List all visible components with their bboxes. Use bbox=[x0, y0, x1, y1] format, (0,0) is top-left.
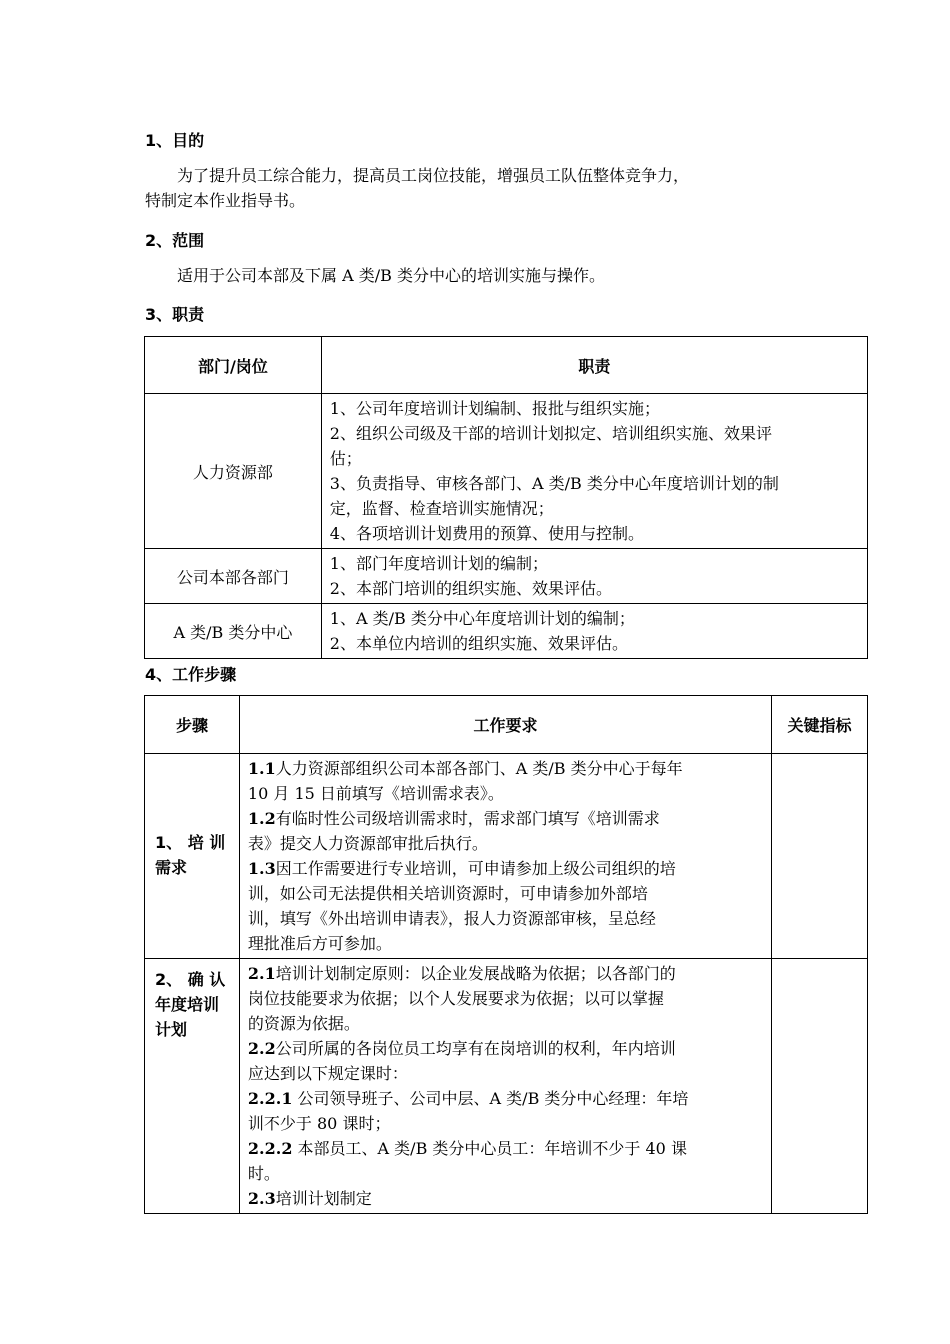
step-label-line: 年度培训 bbox=[155, 995, 220, 1014]
requirement-line: 1.2有临时性公司级培训需求时，需求部门填写《培训需求 bbox=[247, 809, 660, 828]
duties-cell bbox=[321, 394, 867, 549]
table-row bbox=[145, 959, 868, 1214]
requirement-line: 表》提交人力资源部审批后执行。 bbox=[247, 834, 488, 853]
header-step: 步骤 bbox=[145, 696, 240, 754]
step-label-line: 需求 bbox=[155, 858, 188, 877]
header-dept: 部门/岗位 bbox=[145, 337, 322, 394]
requirement-line: 2.2.2 本部员工、A 类/B 类分中心员工：年培训不少于 40 课 bbox=[247, 1139, 687, 1158]
purpose-paragraph bbox=[145, 163, 815, 188]
steps-table-header bbox=[145, 696, 868, 754]
duty-line: 3、负责指导、审核各部门、A 类/B 类分中心年度培训计划的制 bbox=[329, 474, 779, 493]
table-row bbox=[145, 604, 868, 659]
requirements-cell bbox=[239, 754, 771, 959]
duty-line: 1、公司年度培训计划编制、报批与组织实施； bbox=[329, 399, 660, 418]
requirement-line: 训，填写《外出培训申请表》，报人力资源部审核，呈总经 bbox=[247, 909, 656, 928]
requirement-line: 应达到以下规定课时： bbox=[247, 1064, 408, 1083]
duty-line: 1、部门年度培训计划的编制； bbox=[329, 554, 548, 573]
requirement-line: 时。 bbox=[247, 1164, 280, 1183]
dept-cell: 公司本部各部门 bbox=[145, 549, 322, 604]
duties-cell bbox=[321, 549, 867, 604]
requirement-line: 2.2公司所属的各岗位员工均享有在岗培训的权利，年内培训 bbox=[247, 1039, 676, 1058]
duties-cell bbox=[321, 604, 867, 659]
dept-cell: A 类/B 类分中心 bbox=[145, 604, 322, 659]
duty-line: 2、组织公司级及干部的培训计划拟定、培训组织实施、效果评 bbox=[329, 424, 772, 443]
steps-table bbox=[144, 695, 868, 1214]
scope-text: 适用于公司本部及下属 A 类/B 类分中心的培训实施与操作。 bbox=[177, 266, 605, 285]
requirement-line: 理批准后方可参加。 bbox=[247, 934, 392, 953]
duties-table-header bbox=[145, 337, 868, 394]
table-row bbox=[145, 754, 868, 959]
step-label-line: 计划 bbox=[155, 1020, 188, 1039]
requirement-line: 10 月 15 日前填写《培训需求表》。 bbox=[247, 784, 504, 803]
requirement-line: 的资源为依据。 bbox=[247, 1014, 360, 1033]
section-heading-duties: 3、职责 bbox=[145, 305, 205, 324]
purpose-text: 为了提升员工综合能力，提高员工岗位技能，增强员工队伍整体竞争力， bbox=[177, 166, 690, 185]
duty-line: 1、A 类/B 类分中心年度培训计划的编制； bbox=[329, 609, 635, 628]
requirement-line: 2.1培训计划制定原则：以企业发展战略为依据；以各部门的 bbox=[247, 964, 676, 983]
header-requirements: 工作要求 bbox=[239, 696, 771, 754]
step-cell bbox=[145, 959, 240, 1214]
requirement-line: 岗位技能要求为依据；以个人发展要求为依据；以可以掌握 bbox=[247, 989, 664, 1008]
purpose-text-cont: 特制定本作业指导书。 bbox=[145, 191, 306, 210]
requirement-line: 训不少于 80 课时； bbox=[247, 1114, 391, 1133]
duty-line: 4、各项培训计划费用的预算、使用与控制。 bbox=[329, 524, 644, 543]
requirement-line: 训，如公司无法提供相关培训资源时，可申请参加外部培 bbox=[247, 884, 648, 903]
section-heading-steps: 4、工作步骤 bbox=[145, 665, 237, 684]
section-heading-purpose: 1、目的 bbox=[145, 131, 205, 150]
duty-line: 定，监督、检查培训实施情况； bbox=[329, 499, 554, 518]
step-label-line: 1、 培 训 bbox=[155, 833, 226, 852]
step-label-line: 2、 确 认 bbox=[155, 970, 226, 989]
requirement-line: 1.1人力资源部组织公司本部各部门、A 类/B 类分中心于每年 bbox=[247, 759, 683, 778]
key-indicator-cell bbox=[772, 754, 868, 959]
duty-line: 2、本部门培训的组织实施、效果评估。 bbox=[329, 579, 612, 598]
table-row bbox=[145, 549, 868, 604]
header-key-indicator: 关键指标 bbox=[772, 696, 868, 754]
dept-cell: 人力资源部 bbox=[145, 394, 322, 549]
requirement-line: 1.3因工作需要进行专业培训，可申请参加上级公司组织的培 bbox=[247, 859, 676, 878]
duties-table bbox=[144, 336, 868, 659]
purpose-paragraph-cont bbox=[145, 188, 815, 213]
requirements-cell bbox=[239, 959, 771, 1214]
requirement-line: 2.2.1 公司领导班子、公司中层、A 类/B 类分中心经理：年培 bbox=[247, 1089, 689, 1108]
key-indicator-cell bbox=[772, 959, 868, 1214]
step-cell bbox=[145, 754, 240, 959]
table-row bbox=[145, 394, 868, 549]
duty-line: 2、本单位内培训的组织实施、效果评估。 bbox=[329, 634, 628, 653]
requirement-line: 2.3培训计划制定 bbox=[247, 1189, 372, 1208]
duty-line: 估； bbox=[329, 449, 362, 468]
scope-paragraph bbox=[145, 263, 815, 288]
header-duties: 职责 bbox=[321, 337, 867, 394]
section-heading-scope: 2、范围 bbox=[145, 231, 205, 250]
